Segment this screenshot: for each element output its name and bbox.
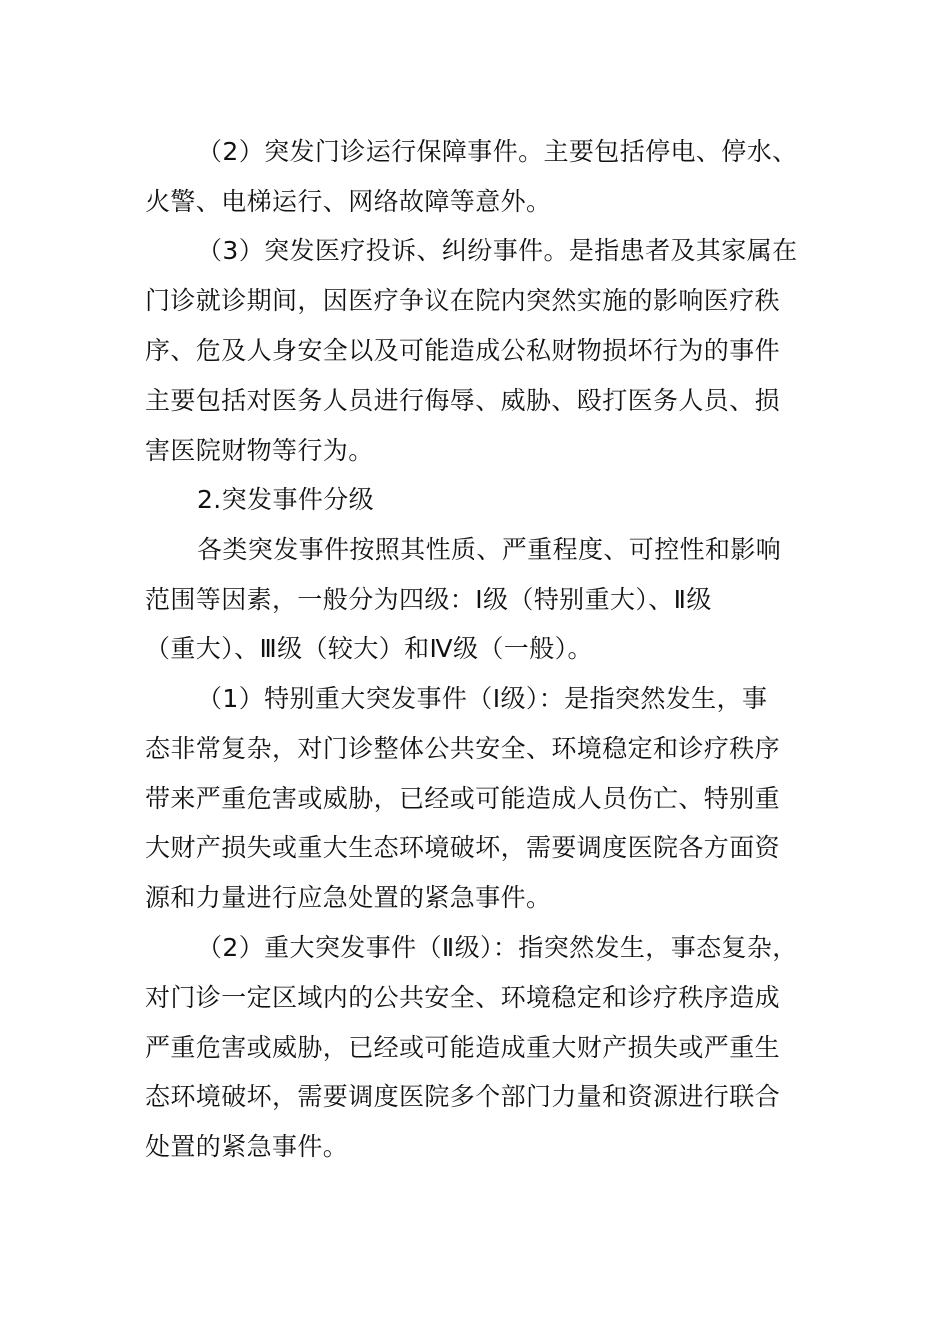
paragraph-level-1-line-2: 态非常复杂，对门诊整体公共安全、环境稳定和诊疗秩序 xyxy=(145,734,781,763)
section-heading-event-grading: 2.突发事件分级 xyxy=(197,485,375,514)
paragraph-level-2-line-3: 严重危害或威胁，已经或可能造成重大财产损失或严重生 xyxy=(145,1033,781,1062)
paragraph-medical-complaint-line-5: 害医院财物等行为。 xyxy=(145,436,374,465)
paragraph-level-2-line-1: （2）重大突发事件（Ⅱ级）：指突然发生，事态复杂， xyxy=(197,933,798,962)
paragraph-medical-complaint-line-4: 主要包括对医务人员进行侮辱、威胁、殴打医务人员、损 xyxy=(145,386,781,415)
paragraph-outpatient-support-line-1: （2）突发门诊运行保障事件。主要包括停电、停水、 xyxy=(197,137,798,166)
paragraph-level-1-line-1: （1）特别重大突发事件（Ⅰ级）：是指突然发生，事 xyxy=(197,684,768,713)
paragraph-level-2-line-5: 处置的紧急事件。 xyxy=(145,1132,349,1161)
paragraph-level-1-line-4: 大财产损失或重大生态环境破坏，需要调度医院各方面资 xyxy=(145,833,781,862)
paragraph-medical-complaint-line-2: 门诊就诊期间，因医疗争议在院内突然实施的影响医疗秩 xyxy=(145,286,781,315)
paragraph-medical-complaint-line-3: 序、危及人身安全以及可能造成公私财物损坏行为的事件 xyxy=(145,336,781,365)
paragraph-level-2-line-4: 态环境破坏，需要调度医院多个部门力量和资源进行联合 xyxy=(145,1082,781,1111)
paragraph-level-1-line-3: 带来严重危害或威胁，已经或可能造成人员伤亡、特别重 xyxy=(145,784,781,813)
paragraph-outpatient-support-line-2: 火警、电梯运行、网络故障等意外。 xyxy=(145,187,552,216)
paragraph-level-2-line-2: 对门诊一定区域内的公共安全、环境稳定和诊疗秩序造成 xyxy=(145,983,781,1012)
paragraph-level-1-line-5: 源和力量进行应急处置的紧急事件。 xyxy=(145,883,552,912)
paragraph-medical-complaint-line-1: （3）突发医疗投诉、纠纷事件。是指患者及其家属在 xyxy=(197,236,798,265)
paragraph-grading-intro-line-2: 范围等因素，一般分为四级：Ⅰ级（特别重大）、Ⅱ级 xyxy=(145,585,712,614)
paragraph-grading-intro-line-1: 各类突发事件按照其性质、严重程度、可控性和影响 xyxy=(197,535,782,564)
paragraph-grading-intro-line-3: （重大）、Ⅲ级（较大）和Ⅳ级（一般）。 xyxy=(145,634,593,663)
